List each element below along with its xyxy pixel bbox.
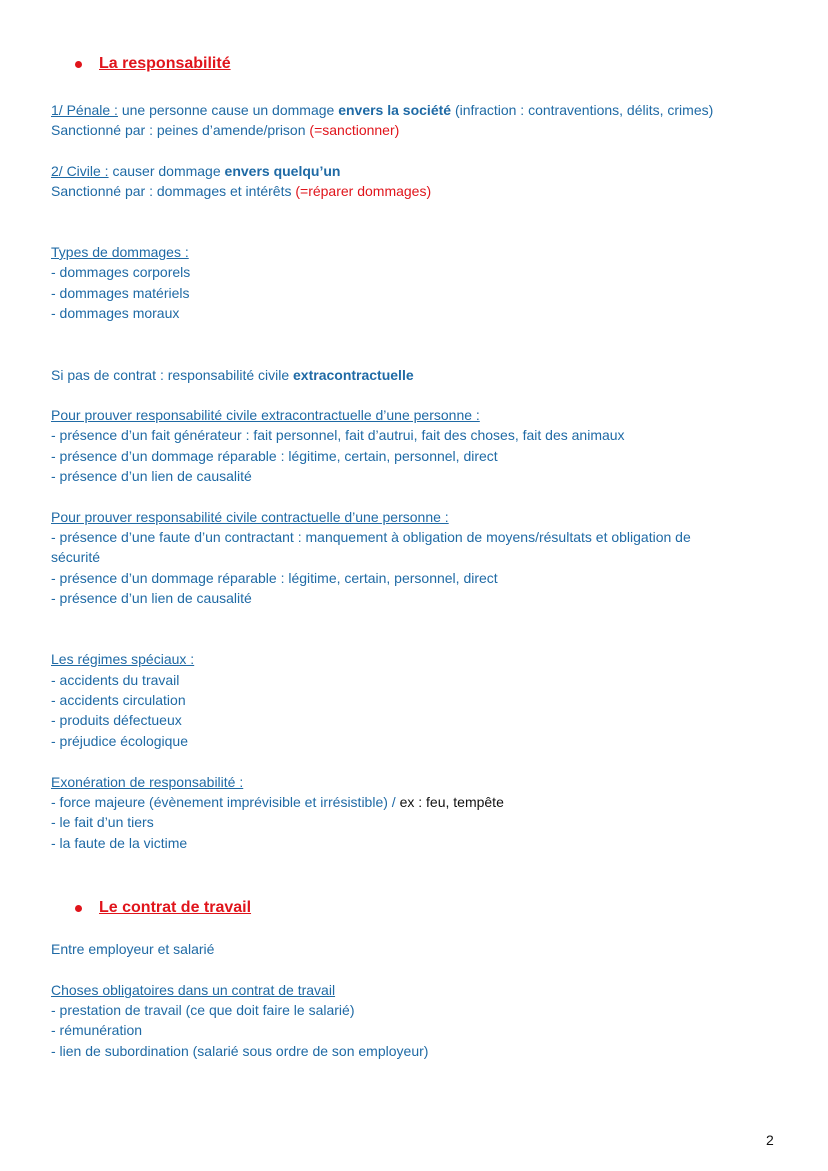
extra-bold: extracontractuelle bbox=[293, 367, 414, 383]
list-item: - préjudice écologique bbox=[51, 733, 188, 749]
penale-text1: une personne cause un dommage bbox=[117, 102, 339, 118]
penale-bold: envers la société bbox=[338, 102, 452, 118]
list-item: - dommages moraux bbox=[51, 305, 180, 321]
list-item: - produits défectueux bbox=[51, 712, 182, 728]
list-item bbox=[51, 792, 504, 812]
list-item: - présence d’un fait générateur : fait personnel, fait d’autrui, fait des choses, fait des animaux bbox=[51, 427, 625, 443]
list-item: - prestation de travail (ce que doit faire le salarié) bbox=[51, 1002, 355, 1018]
list-item: - présence d’un dommage réparable : légitime, certain, personnel, direct bbox=[51, 448, 498, 464]
regimes-title: Les régimes spéciaux : bbox=[51, 651, 195, 667]
penale-label: 1/ Pénale : bbox=[51, 102, 118, 118]
proof-contract-title: Pour prouver responsabilité civile contractuelle d’une personne : bbox=[51, 509, 449, 525]
penale-text2: (infraction : contraventions, délits, crimes) bbox=[451, 102, 714, 118]
list-item: - présence d’un lien de causalité bbox=[51, 590, 252, 606]
page-number: 2 bbox=[766, 1132, 774, 1148]
list-item: - accidents circulation bbox=[51, 692, 186, 708]
proof-extra-title: Pour prouver responsabilité civile extracontractuelle d’une personne : bbox=[51, 407, 480, 423]
civile-sanction-label: Sanctionné par : dommages et intérêts bbox=[51, 183, 296, 199]
penale-sanction-red: (=sanctionner) bbox=[309, 122, 400, 138]
extra-text: Si pas de contrat : responsabilité civile bbox=[51, 367, 294, 383]
list-item: - dommages corporels bbox=[51, 264, 191, 280]
civile-bold: envers quelqu’un bbox=[224, 163, 341, 179]
penale-sanction-label: Sanctionné par : peines d’amende/prison bbox=[51, 122, 310, 138]
civile-label: 2/ Civile : bbox=[51, 163, 109, 179]
types-title: Types de dommages : bbox=[51, 244, 189, 260]
list-item: - la faute de la victime bbox=[51, 835, 188, 851]
list-item: - présence d’un lien de causalité bbox=[51, 468, 252, 484]
exoneration-item1-example: ex : feu, tempête bbox=[399, 794, 504, 810]
heading-text: Le contrat de travail bbox=[99, 899, 252, 916]
exoneration-item1: - force majeure (évènement imprévisible et irrésistible) / bbox=[51, 794, 400, 810]
list-item: - accidents du travail bbox=[51, 672, 180, 688]
list-item: - présence d’un dommage réparable : légitime, certain, personnel, direct bbox=[51, 570, 498, 586]
civile-line bbox=[51, 161, 340, 181]
contrat-intro: Entre employeur et salarié bbox=[51, 941, 215, 957]
list-item: - présence d’une faute d’un contractant : manquement à obligation de moyens/résultats et obligation de bbox=[51, 529, 691, 545]
civile-sanction-line bbox=[51, 181, 431, 201]
list-item: - le fait d’un tiers bbox=[51, 814, 154, 830]
list-item: - lien de subordination (salarié sous ordre de son employeur) bbox=[51, 1043, 429, 1059]
exoneration-title: Exonération de responsabilité : bbox=[51, 774, 244, 790]
bullet-icon bbox=[75, 905, 82, 912]
penale-line bbox=[51, 100, 713, 120]
extracontractuelle-line bbox=[51, 365, 414, 385]
section-heading-contrat-travail bbox=[75, 896, 251, 920]
contrat-title: Choses obligatoires dans un contrat de travail bbox=[51, 982, 336, 998]
section-heading-responsabilite bbox=[75, 52, 231, 76]
list-item-continued: sécurité bbox=[51, 549, 101, 565]
civile-sanction-red: (=réparer dommages) bbox=[295, 183, 432, 199]
list-item: - dommages matériels bbox=[51, 285, 190, 301]
bullet-icon bbox=[75, 61, 82, 68]
list-item: - rémunération bbox=[51, 1022, 143, 1038]
penale-sanction-line bbox=[51, 120, 399, 140]
civile-text1: causer dommage bbox=[108, 163, 225, 179]
heading-text: La responsabilité bbox=[99, 55, 231, 72]
